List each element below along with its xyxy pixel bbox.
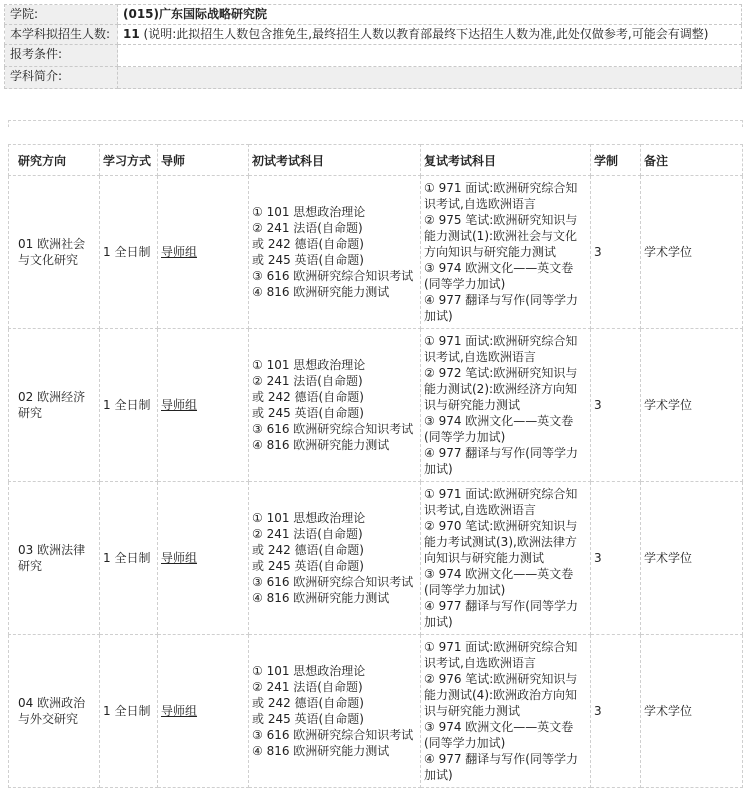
conditions-value [118,45,742,67]
initial-exam-line: ② 241 法语(自命题) [252,221,363,235]
initial-exam-line: 或 242 德语(自命题) [252,237,364,251]
retest-exam-line: ④ 977 翻译与写作(同等学力加试) [424,446,578,476]
initial-exam-line: ④ 816 欧洲研究能力测试 [252,438,390,452]
college-value: (015)广东国际战略研究院 [118,5,742,25]
retest-exam-cell [421,482,591,635]
initial-exam-line: ④ 816 欧洲研究能力测试 [252,285,390,299]
direction-cell: 03 欧洲法律研究 [9,482,100,635]
direction-cell: 02 欧洲经济研究 [9,329,100,482]
initial-exam-cell [249,329,421,482]
quota-value [118,25,742,45]
note-cell: 学术学位 [641,176,743,329]
initial-exam-line: ② 241 法语(自命题) [252,374,363,388]
header-direction: 研究方向 [9,145,100,176]
retest-exam-line: ① 971 面试:欧洲研究综合知识考试,自选欧洲语言 [424,181,578,211]
initial-exam-line: ① 101 思想政治理论 [252,511,366,525]
initial-exam-line: ③ 616 欧洲研究综合知识考试 [252,422,414,436]
retest-exam-line: ③ 974 欧洲文化——英文卷(同等学力加试) [424,261,574,291]
initial-exam-line: ② 241 法语(自命题) [252,680,363,694]
initial-exam-line: ① 101 思想政治理论 [252,205,366,219]
advisor-cell [158,635,249,788]
years-cell: 3 [591,176,641,329]
retest-exam-line: ② 975 笔试:欧洲研究知识与能力测试(1):欧洲社会与文化方向知识与研究能力测试 [424,213,578,259]
retest-exam-cell [421,635,591,788]
initial-exam-line: ④ 816 欧洲研究能力测试 [252,744,390,758]
initial-exam-line: ① 101 思想政治理论 [252,664,366,678]
college-label: 学院: [5,5,118,25]
initial-exam-line: 或 245 英语(自命题) [252,559,364,573]
header-advisor: 导师 [158,145,249,176]
initial-exam-line: 或 245 英语(自命题) [252,712,364,726]
header-note: 备注 [641,145,743,176]
retest-exam-line: ④ 977 翻译与写作(同等学力加试) [424,599,578,629]
years-cell: 3 [591,482,641,635]
advisor-link[interactable]: 导师组 [161,551,198,565]
table-row [9,329,743,482]
conditions-row [5,45,742,67]
years-cell: 3 [591,635,641,788]
direction-cell: 01 欧洲社会与文化研究 [9,176,100,329]
section-divider [8,120,743,127]
table-header-row [9,145,743,176]
initial-exam-line: 或 242 德语(自命题) [252,390,364,404]
quota-number: 11 [123,27,140,41]
advisor-link[interactable]: 导师组 [161,245,198,259]
retest-exam-cell [421,176,591,329]
note-cell: 学术学位 [641,635,743,788]
retest-exam-line: ④ 977 翻译与写作(同等学力加试) [424,293,578,323]
initial-exam-line: ③ 616 欧洲研究综合知识考试 [252,728,414,742]
advisor-cell [158,482,249,635]
quota-label: 本学科拟招生人数: [5,25,118,45]
initial-exam-cell [249,176,421,329]
mode-cell: 1 全日制 [100,329,158,482]
retest-exam-line: ① 971 面试:欧洲研究综合知识考试,自选欧洲语言 [424,334,578,364]
retest-exam-line: ② 970 笔试:欧洲研究知识与能力考试测试(3),欧洲法律方向知识与研究能力测试 [424,519,578,565]
mode-cell: 1 全日制 [100,635,158,788]
intro-value [118,67,742,89]
mode-cell: 1 全日制 [100,482,158,635]
years-cell: 3 [591,329,641,482]
header-initial-exam: 初试考试科目 [249,145,421,176]
retest-exam-line: ② 972 笔试:欧洲研究知识与能力测试(2):欧洲经济方向知识与研究能力测试 [424,366,578,412]
table-row [9,176,743,329]
initial-exam-line: ④ 816 欧洲研究能力测试 [252,591,390,605]
initial-exam-line: 或 242 德语(自命题) [252,696,364,710]
direction-cell: 04 欧洲政治与外交研究 [9,635,100,788]
retest-exam-line: ③ 974 欧洲文化——英文卷(同等学力加试) [424,720,574,750]
retest-exam-line: ④ 977 翻译与写作(同等学力加试) [424,752,578,782]
table-row [9,482,743,635]
initial-exam-line: ③ 616 欧洲研究综合知识考试 [252,269,414,283]
initial-exam-cell [249,482,421,635]
program-info-table [4,4,742,89]
initial-exam-cell [249,635,421,788]
quota-row [5,25,742,45]
intro-row [5,67,742,89]
initial-exam-line: 或 245 英语(自命题) [252,406,364,420]
header-years: 学制 [591,145,641,176]
retest-exam-cell [421,329,591,482]
initial-exam-line: ② 241 法语(自命题) [252,527,363,541]
retest-exam-line: ③ 974 欧洲文化——英文卷(同等学力加试) [424,567,574,597]
college-row [5,5,742,25]
retest-exam-line: ② 976 笔试:欧洲研究知识与能力测试(4):欧洲政治方向知识与研究能力测试 [424,672,578,718]
retest-exam-line: ① 971 面试:欧洲研究综合知识考试,自选欧洲语言 [424,487,578,517]
header-mode: 学习方式 [100,145,158,176]
advisor-link[interactable]: 导师组 [161,398,198,412]
header-retest-exam: 复试考试科目 [421,145,591,176]
retest-exam-line: ③ 974 欧洲文化——英文卷(同等学力加试) [424,414,574,444]
conditions-label: 报考条件: [5,45,118,67]
initial-exam-line: 或 242 德语(自命题) [252,543,364,557]
advisor-cell [158,329,249,482]
quota-note: (说明:此拟招生人数包含推免生,最终招生人数以教育部最终下达招生人数为准,此处仅做参考,可能会有调整) [143,27,709,41]
initial-exam-line: ③ 616 欧洲研究综合知识考试 [252,575,414,589]
table-row [9,635,743,788]
retest-exam-line: ① 971 面试:欧洲研究综合知识考试,自选欧洲语言 [424,640,578,670]
intro-label: 学科简介: [5,67,118,89]
initial-exam-line: ① 101 思想政治理论 [252,358,366,372]
advisor-cell [158,176,249,329]
note-cell: 学术学位 [641,482,743,635]
note-cell: 学术学位 [641,329,743,482]
directions-table [8,144,743,788]
advisor-link[interactable]: 导师组 [161,704,198,718]
initial-exam-line: 或 245 英语(自命题) [252,253,364,267]
mode-cell: 1 全日制 [100,176,158,329]
